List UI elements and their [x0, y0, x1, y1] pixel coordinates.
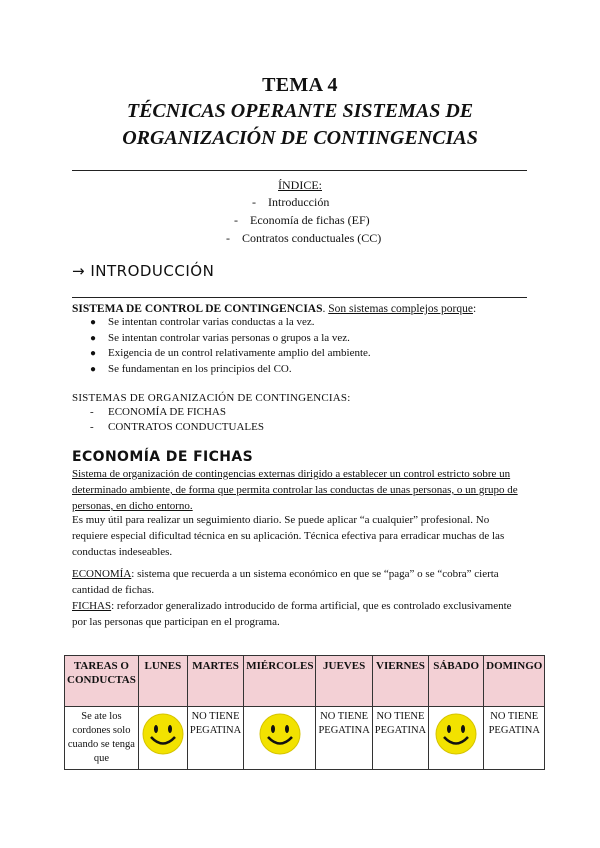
token-schedule-table [64, 655, 545, 770]
index-item: - Introducción [252, 195, 330, 209]
list-item [72, 362, 371, 378]
list-item-text: Se intentan controlar varias personas o grupos a la vez. [108, 331, 350, 344]
bullet-icon: ● [90, 363, 97, 375]
list-item [72, 346, 371, 362]
intro-heading: → INTRODUCCIÓN [72, 262, 215, 280]
table-row [65, 707, 545, 770]
economy-term-text: : sistema que recuerda a un sistema económico en que se “paga” o se “cobra” cierta cantidad de fichas. [72, 568, 499, 596]
table-cell: NO TIENE PEGATINA [187, 707, 243, 770]
table-cell [138, 707, 187, 770]
index-item-label: Introducción [268, 195, 330, 209]
table-header-row [65, 656, 545, 707]
title-line-1: TÉCNICAS OPERANTE SISTEMAS DE [126, 100, 474, 122]
table-header: DOMINGO [484, 656, 545, 707]
list-item-text: Exigencia de un control relativamente amplio del ambiente. [108, 347, 371, 359]
control-system-term: SISTEMA DE CONTROL DE CONTINGENCIAS [72, 303, 323, 315]
table-header: VIERNES [372, 656, 428, 707]
table-cell: NO TIENE PEGATINA [316, 707, 372, 770]
table-header: TAREAS O CONDUCTAS [65, 656, 139, 707]
task-cell: Se ate los cordones solo cuando se tenga que [65, 707, 139, 770]
organization-systems-title: SISTEMAS DE ORGANIZACIÓN DE CONTINGENCIAS: [72, 392, 351, 404]
organization-system-label: CONTRATOS CONDUCTUALES [108, 421, 264, 433]
bullet-icon: ● [90, 332, 97, 344]
control-system-note: Son sistemas complejos porque [328, 303, 473, 315]
table-header: JUEVES [316, 656, 372, 707]
table-cell: NO TIENE PEGATINA [372, 707, 428, 770]
tokens-term: FICHAS [72, 600, 112, 612]
table-header: MIÉRCOLES [244, 656, 316, 707]
economy-term-paragraph [72, 566, 522, 598]
bullet-icon: ● [90, 348, 97, 359]
organization-system-item: - CONTRATOS CONDUCTUALES [90, 421, 264, 433]
tokens-term-text: : reforzador generalizado introducido de forma artificial, que es controlado exclusivamente por las personas que participan en el programa. [72, 600, 512, 628]
index-item: - Economía de fichas (EF) [234, 213, 370, 227]
table-cell: NO TIENE PEGATINA [484, 707, 545, 770]
organization-system-item: - ECONOMÍA DE FICHAS [90, 406, 226, 418]
divider-line [72, 170, 527, 171]
title-number: TEMA 4 [262, 74, 338, 96]
table-cell [429, 707, 484, 770]
economy-definition: Sistema de organización de contingencias externas dirigido a establecer un control estricto sobre un determinado ambiente, de forma que permita controlar las conductas de unas personas, o un grupo de personas, en dicho entorno. [72, 468, 518, 512]
table-header: SÁBADO [429, 656, 484, 707]
smiley-icon [258, 712, 302, 756]
list-item [72, 331, 371, 347]
index-item-label: Economía de fichas (EF) [250, 213, 370, 227]
smiley-icon [434, 712, 478, 756]
table-header: MARTES [187, 656, 243, 707]
economy-term: ECONOMÍA [72, 568, 132, 580]
index-item-label: Contratos conductuales (CC) [242, 231, 382, 245]
divider-line [72, 297, 527, 298]
smiley-icon [141, 712, 185, 756]
bullet-icon: ● [90, 317, 97, 328]
table-header: LUNES [138, 656, 187, 707]
title-line-2: ORGANIZACIÓN DE CONTINGENCIAS [122, 127, 478, 149]
table-cell [244, 707, 316, 770]
control-system-definition: SISTEMA DE CONTROL DE CONTINGENCIAS. Son sistemas complejos porque: [72, 303, 477, 315]
reasons-list [72, 315, 371, 377]
list-item [72, 315, 371, 331]
tokens-term-paragraph [72, 598, 522, 630]
index-title: ÍNDICE: [278, 178, 322, 192]
organization-system-label: ECONOMÍA DE FICHAS [108, 406, 226, 418]
list-item-text: Se fundamentan en los principios del CO. [108, 362, 292, 375]
index-item: - Contratos conductuales (CC) [226, 231, 382, 245]
economy-heading: ECONOMÍA DE FICHAS [72, 449, 254, 465]
list-item-text: Se intentan controlar varias conductas a la vez. [108, 316, 315, 328]
economy-usage: Es muy útil para realizar un seguimiento diario. Se puede aplicar “a cualquier” profesional. No requiere especial dificultad técnica en su aplicación. Técnica efectiva para erradicar muchas de las conductas indeseables. [72, 514, 505, 558]
